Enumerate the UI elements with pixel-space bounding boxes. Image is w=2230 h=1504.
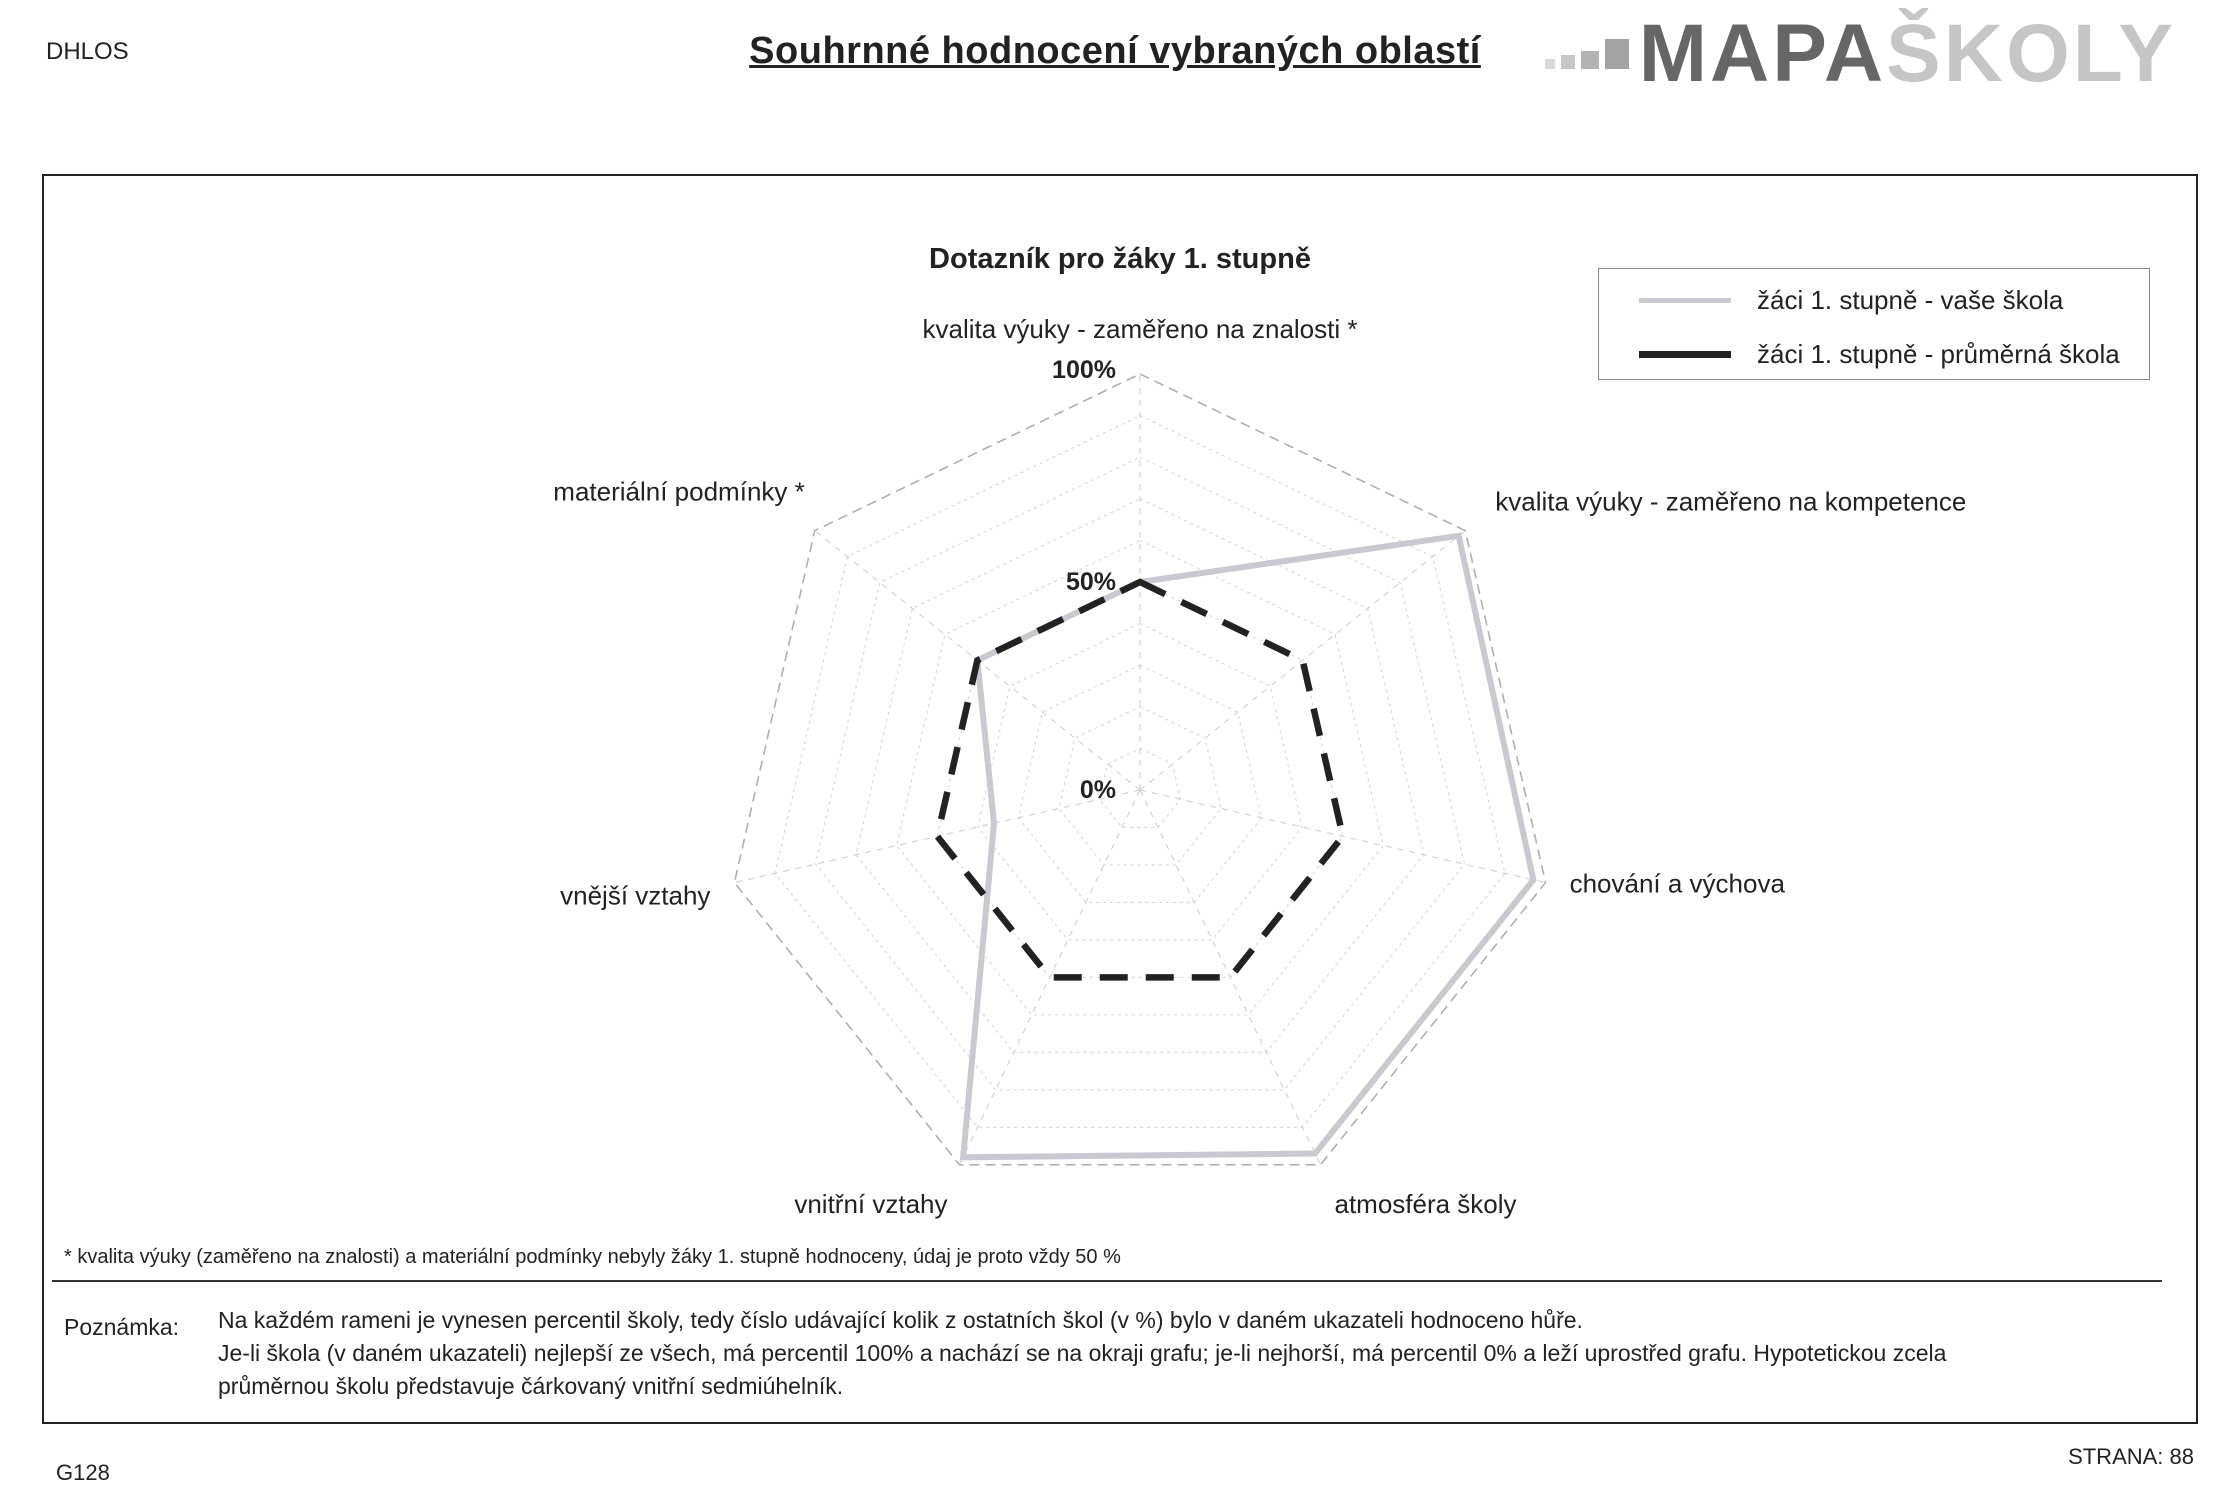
grid-ring bbox=[734, 374, 1545, 1165]
axis-label: chování a výchova bbox=[1569, 868, 1785, 899]
tick-label: 0% bbox=[1079, 776, 1116, 804]
page-title: Souhrnné hodnocení vybraných oblastí bbox=[749, 30, 1481, 72]
grid-spoke bbox=[1140, 790, 1546, 883]
legend-entry-average-school bbox=[1639, 339, 2120, 370]
school-code: DHLOS bbox=[46, 38, 129, 65]
axis-label: atmosféra školy bbox=[1334, 1188, 1517, 1219]
note-line: Na každém rameni je vynesen percentil školy, tedy číslo udávající kolik z ostatních škol (v %) bylo v daném ukazateli hodnoceno hůře. bbox=[218, 1307, 1583, 1333]
logo-word-mapa: MAPA bbox=[1638, 8, 1887, 99]
axis-label: kvalita výuky - zaměřeno na kompetence bbox=[1495, 486, 1967, 517]
legend-label: žáci 1. stupně - průměrná škola bbox=[1757, 339, 2120, 369]
tick-label: 50% bbox=[1065, 568, 1116, 596]
legend-swatch-solid bbox=[1639, 298, 1731, 303]
note-line: průměrnou školu představuje čárkovaný vnitřní sedmiúhelník. bbox=[218, 1373, 844, 1399]
page-number: STRANA: 88 bbox=[2068, 1444, 2194, 1469]
axis-label: kvalita výuky - zaměřeno na znalosti * bbox=[922, 314, 1358, 344]
axis-label: materiální podmínky * bbox=[553, 476, 805, 507]
legend-swatch-dashed bbox=[1639, 351, 1731, 358]
note-line: Je-li škola (v daném ukazateli) nejlepší ze všech, má percentil 100% a nachází se na okraji grafu; je-li nejhorší, má percentil 0% a leží uprostřed grafu. Hypotetickou zcela bbox=[218, 1340, 1947, 1366]
grid-ring bbox=[978, 624, 1302, 940]
page-id: G128 bbox=[56, 1460, 110, 1485]
chart-legend bbox=[1598, 268, 2150, 380]
tick-label: 100% bbox=[1052, 356, 1116, 384]
note-divider bbox=[52, 1280, 2162, 1282]
chart-footnote: * kvalita výuky (zaměřeno na znalosti) a materiální podmínky nebyly žáky 1. stupně hodnoceny, údaj je proto vždy 50 % bbox=[64, 1246, 1121, 1268]
chart-title: Dotazník pro žáky 1. stupně bbox=[929, 243, 1311, 275]
axis-label: vnitřní vztahy bbox=[794, 1188, 948, 1219]
note-text bbox=[218, 1304, 2138, 1403]
legend-entry-your-school bbox=[1639, 285, 2063, 316]
note-label: Poznámka: bbox=[64, 1314, 180, 1340]
axis-label: vnější vztahy bbox=[560, 880, 711, 911]
grid-spoke bbox=[1140, 531, 1465, 790]
legend-label: žáci 1. stupně - vaše škola bbox=[1757, 285, 2064, 315]
logo-word-skoly: ŠKOLY bbox=[1886, 8, 2176, 99]
